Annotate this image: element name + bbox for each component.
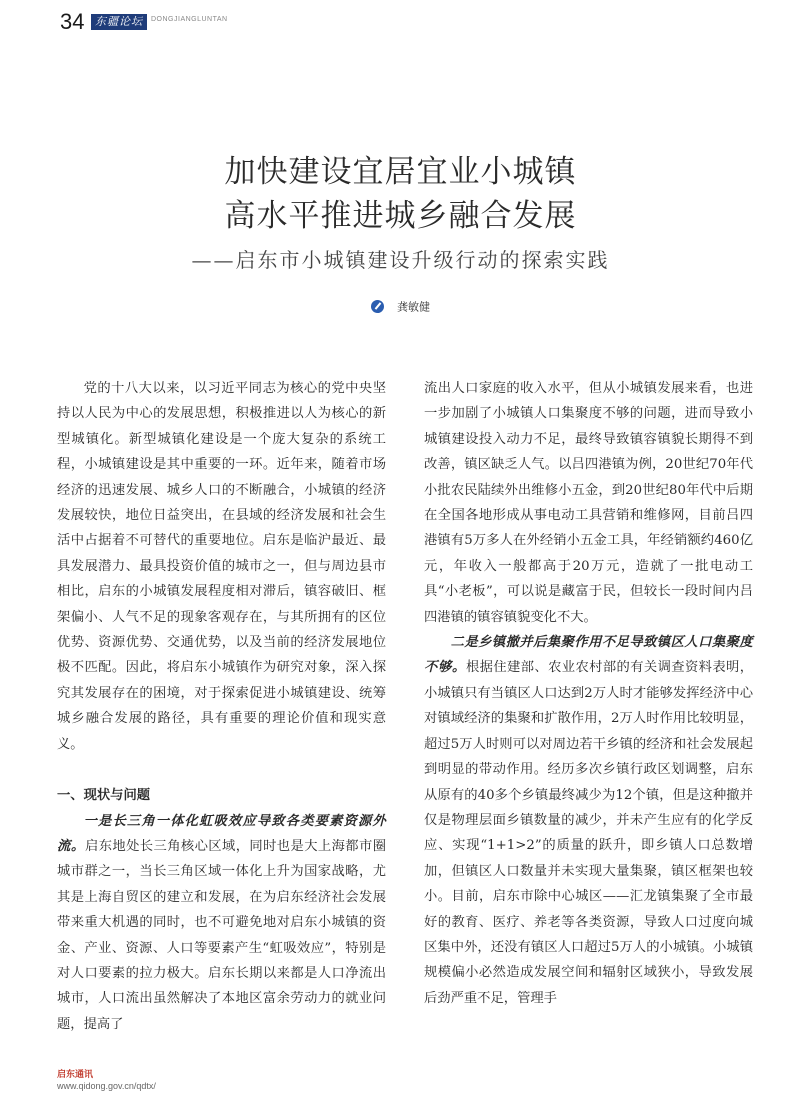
page-footer (57, 1070, 156, 1092)
right-column (424, 376, 753, 1011)
left-column (57, 376, 386, 1037)
author-name: 龚敏健 (397, 300, 431, 314)
intro-paragraph: 党的十八大以来，以习近平同志为核心的党中央坚持以人民为中心的发展思想，积极推进以人为核心的新型城镇化。新型城镇化建设是一个庞大复杂的系统工程，小城镇建设是其中重要的一环。近年来，随着市场经济的迅速发展、城乡人口的不断融合，小城镇的经济发展较快，地位日益突出，在县域的经济发展和社会生活中占据着不可替代的重要地位。启东是临沪最近、最具发展潜力、最具投资价值的城市之一，但与周边县市相比，启东的小城镇发展程度相对滞后，镇容破旧、框架偏小、人气不足的现象客观存在，与其所拥有的区位优势、资源优势、交通优势，以及当前的经济发展地位极不匹配。因此，将启东小城镇作为研究对象，深入探究其发展存在的困境，对于探索促进小城镇建设、统筹城乡融合发展的路径，具有重要的理论价值和现实意义。 (57, 381, 386, 752)
footer-url[interactable]: www.qidong.gov.cn/qdtx/ (57, 1081, 156, 1091)
point-two-lead: 二是乡镇撤并后集聚作用不足导致镇区人口集聚度不够。 (424, 635, 753, 676)
point-two-text: 根据住建部、农业农村部的有关调查资料表明，小城镇只有当镇区人口达到2万人时才能够发挥经济中心对镇域经济的集聚和扩散作用，2万人时作用比较明显，超过5万人时则可以对周边若干乡镇的经济和社会发展起到明显的带动作用。经历多次乡镇行政区划调整，启东从原有的40多个乡镇最终减少为12个镇，但是这种撤并仅是物理层面乡镇数量的减少，并未产生应有的化学反应、实现“1+1>2”的质量的跃升，即乡镇人口总数增加，但镇区人口数量并未实现大量集聚，镇区框架也较小。目前，启东市除中心城区——汇龙镇集聚了全市最好的教育、医疗、养老等各类资源，导致人口过度向城区集中外，还没有镇区人口超过5万人的小城镇。小城镇规模偏小必然造成发展空间和辐射区域狭小，导致发展后劲严重不足，管理手 (424, 660, 754, 1006)
article-title-line-2: 高水平推进城乡融合发展 (224, 198, 577, 234)
article-title-block (0, 150, 801, 280)
section-heading: 一、现状与问题 (57, 788, 151, 804)
point-two-paragraph (424, 630, 753, 1011)
article-subtitle: ——启东市小城镇建设升级行动的探索实践 (191, 248, 610, 272)
footer-brand: 启东通讯 (57, 1070, 94, 1080)
point-one-paragraph (57, 809, 386, 1038)
point-one-text: 启东地处长三角核心区域，同时也是大上海都市圈城市群之一，当长三角区域一体化上升为国家战略，尤其是上海自贸区的建立和发展，在为启东经济社会发展带来重大机遇的同时，也不可避免地对启东小城镇的资金、产业、资源、人口等要素产生“虹吸效应”，特别是对人口要素的拉力极大。启东长期以来都是人口净流出城市，人口流出虽然解决了本地区富余劳动力的就业问题，提高了 (57, 838, 386, 1032)
column-badge: 东疆论坛 (91, 14, 147, 30)
point-one-lead: 一是长三角一体化虹吸效应导致各类要素资源外流。 (57, 813, 386, 854)
article-title-line-1: 加快建设宜居宜业小城镇 (224, 154, 577, 190)
continued-paragraph: 流出人口家庭的收入水平，但从小城镇发展来看，也进一步加剧了小城镇人口集聚度不够的问题，进而导致小城镇建设投入动力不足，最终导致镇容镇貌长期得不到改善，镇区缺乏人气。以吕四港镇为例，20世纪70年代小批农民陆续外出维修小五金，到20世纪80年代中后期在全国各地形成从事电动工具营销和维修网，目前吕四港镇有5万多人在外经销小五金工具，年经销额约460亿元，年收入一般都高于20万元，造就了一批电动工具“小老板”，可以说是藏富于民，但较长一段时间内吕四港镇的镇容镇貌变化不大。 (424, 381, 753, 625)
page-number: 34 (60, 9, 85, 34)
column-brand-english: DONGJIANGLUNTAN (151, 16, 228, 23)
pen-icon (371, 300, 384, 313)
author-row (0, 296, 801, 316)
